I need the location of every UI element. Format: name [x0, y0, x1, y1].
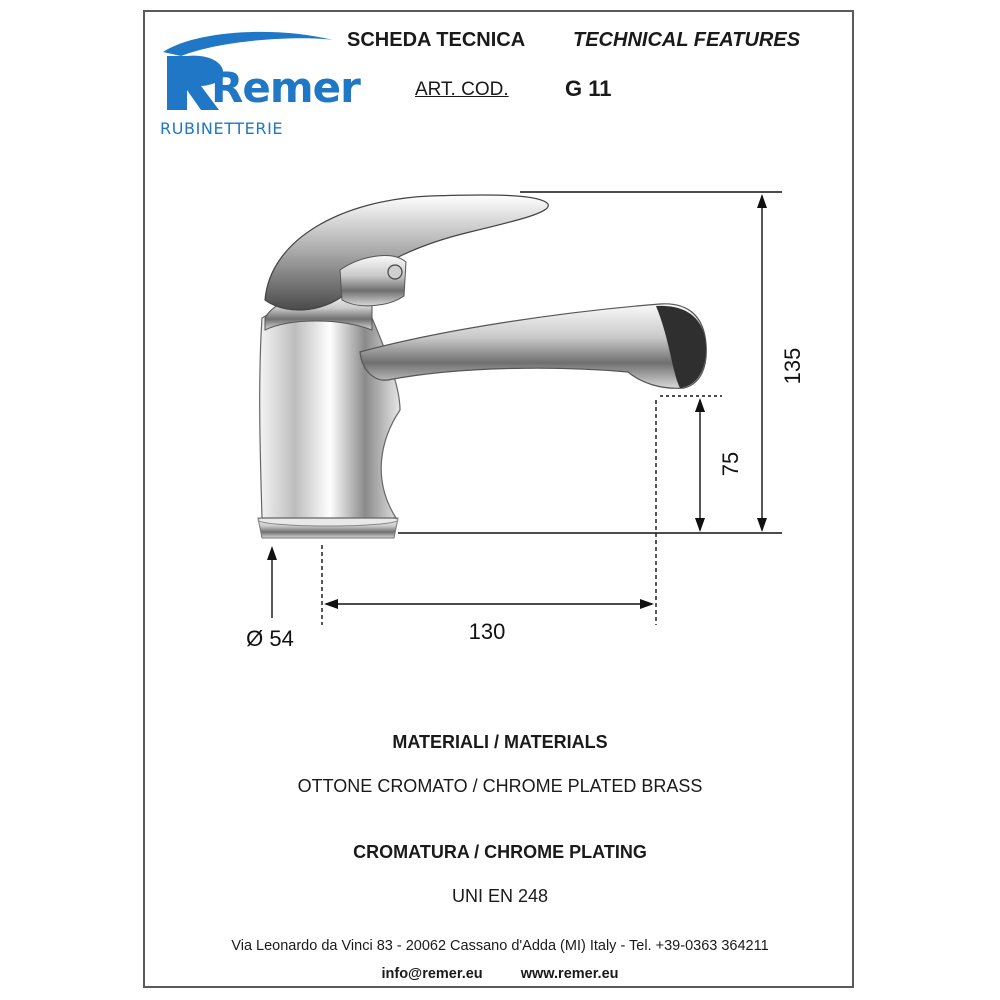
materials-value: OTTONE CROMATO / CHROME PLATED BRASS [297, 776, 703, 796]
footer-email[interactable]: info@remer.eu [381, 966, 483, 982]
plating-title: CROMATURA / CHROME PLATING [353, 842, 647, 862]
title-english: TECHNICAL FEATURES [573, 29, 801, 51]
footer-address: Via Leonardo da Vinci 83 - 20062 Cassano d'Adda (MI) Italy - Tel. +39-0363 364211 [231, 938, 769, 954]
faucet-image [258, 195, 706, 538]
footer-contacts [0, 966, 1000, 982]
title-italian: SCHEDA TECNICA [347, 29, 526, 51]
dim-spout-height: 75 [718, 451, 743, 477]
materials-title: MATERIALI / MATERIALS [392, 732, 608, 752]
plating-value: UNI EN 248 [451, 886, 549, 906]
dim-base-diameter: Ø 54 [246, 626, 294, 651]
dim-spout-reach: 130 [468, 619, 506, 644]
footer-website[interactable]: www.remer.eu [520, 966, 619, 982]
article-code-label: ART. COD. [415, 79, 509, 100]
dim-total-height: 135 [780, 347, 805, 385]
logo-subtitle: RUBINETTERIE [160, 119, 284, 138]
logo-wordmark: Remer [211, 63, 360, 112]
article-code-value: G 11 [565, 76, 612, 101]
